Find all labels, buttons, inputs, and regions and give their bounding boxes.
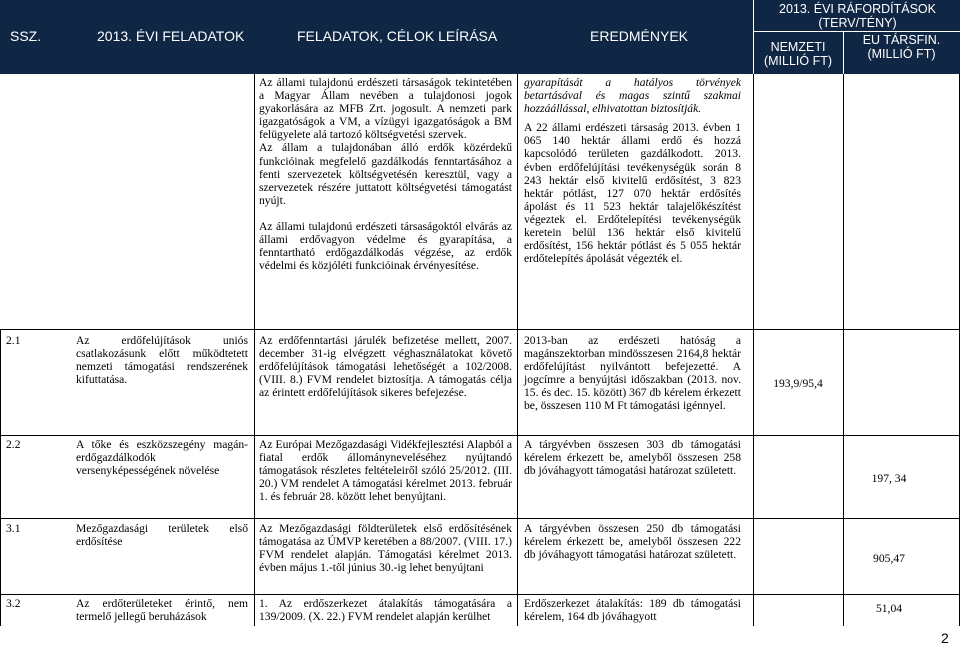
top-description: [259, 76, 512, 272]
row-description: Az Mezőgazdasági földterületek első erdősítésének támogatása az ÚMVP keretében a 88/2007. (VIII. 17.) FVM rendelet alapján. Támogatási kérelmet 2013. évben május 1.-től június 30.-ig lehet benyújtani: [259, 522, 512, 575]
row-number: 3.2: [6, 597, 21, 610]
header-nemzeti: NEMZETI (MILLIÓ FT): [763, 40, 833, 68]
grid-line: [0, 594, 960, 595]
grid-line: [0, 329, 960, 330]
row-eu: 51,04: [875, 602, 903, 615]
top-results: [524, 76, 741, 265]
row-nemzeti: 193,9/95,4: [773, 377, 823, 390]
grid-line: [254, 74, 255, 626]
row-result: 2013-ban az erdészeti hatóság a magánszektorban mindösszesen 2164,8 hektár erdőfelújítást nyilvántott befejezetté. A jogcímre a benyújtási időszakban (2013. nov. 15. és dec. 15. között) 367 db kérelem érkezett be, összesen 110 M Ft támogatási igénnyel.: [524, 334, 741, 413]
row-result: A tárgyévben összesen 303 db támogatási kérelem érkezett be, amelyből összesen 258 db jóváhagyott támogatási határozat született.: [524, 438, 741, 478]
row-task: Az erdőterületeket érintő, nem termelő jellegű beruházások: [76, 597, 248, 624]
row-task: Az erdőfelújítások uniós csatlakozásunk előtt működtetett nemzeti támogatási rendszerének kifuttatása.: [76, 334, 248, 387]
row-description: Az erdőfenntartási járulék befizetése mellett, 2007. december 31-ig elvégzett véghasználatokat követő erdőfelújítások támogatási lehetőségét a 102/2008. (VIII. 8.) FVM rendelet biztosítja. A támogatás célja az érintett erdőfelújítások sikeres befejezése.: [259, 334, 512, 400]
row-result: A tárgyévben összesen 250 db támogatási kérelem érkezett be, amelyből összesen 222 db jóváhagyott támogatási határozat született.: [524, 522, 741, 562]
row-description: Az Európai Mezőgazdasági Vidékfejlesztési Alapból a fiatal erdők állományneveléséhez nyújtandó támogatások részletes feltételeiről szóló 25/2012. (III. 20.) VM rendelet A támogatási kérelmet 2013. február 1. és február 28. között lehet benyújtani.: [259, 438, 512, 504]
grid-line: [517, 74, 518, 626]
header-feladat: 2013. ÉVI FELADATOK: [97, 28, 245, 44]
grid-line: [0, 435, 960, 436]
top-desc-p1: Az állami tulajdonú erdészeti társaságok tekintetében a Magyar Állam nevében a tulajdonosi jogok gyakorlására az MFB Zrt. jogosult. A nemzeti park igazgatóságok a VM, a vízügyi igazgatóságok a BM felügyelete alá tartozó költségvetési szervek.: [259, 76, 512, 142]
row-task: Mezőgazdasági területek első erdősítése: [76, 522, 248, 549]
header-eredmenyek: EREDMÉNYEK: [590, 28, 689, 44]
row-number: 2.2: [6, 438, 21, 451]
row-number: 3.1: [6, 522, 21, 535]
grid-line: [0, 518, 960, 519]
table-header: [0, 0, 960, 74]
row-eu: 197, 34: [871, 472, 907, 485]
top-desc-p2: Az állam a tulajdonában álló erdők közérdekű funkcióinak megfelelő gazdálkodás fenntartásához a fenti szervezetek költségvetésén keresztül, vagy a szervezetek részére juttatott költségvetési támogatást nyújt.: [259, 141, 512, 207]
header-eu: EU TÁRSFIN. (MILLIÓ FT): [862, 33, 941, 61]
header-celok: FELADATOK, CÉLOK LEÍRÁSA: [297, 28, 498, 44]
header-ssz: SSZ.: [10, 28, 42, 44]
row-task: A tőke és eszközszegény magán-erdőgazdálkodók versenyképességének növelése: [76, 438, 248, 478]
page-number: 2: [941, 630, 949, 646]
top-res-p1: gyarapítását a hatályos törvények betartásával és magas szintű szakmai hozzáállással, elhivatottan biztosítják.: [524, 76, 741, 116]
top-res-p2: A 22 állami erdészeti társaság 2013. évben 1 065 140 hektár állami erdő és hozzá kapcsolódó területen gazdálkodott. 2013. évben erdőfelújítási tevékenységük során 8 243 hektár első kivitelű erdősítést, 3 823 hektár pótlást, 127 070 hektár erdősítés ápolást és 11 523 hektár talajelőkészítést végeztek el. Erdőtelepítési tevékenységük keretein belül 136 hektár első kivitelű erdősítést, 156 hektár pótlást és 5 055 hektár erdőtelepítés ápolását végezték el.: [524, 121, 741, 266]
header-raforditas: 2013. ÉVI RÁFORDÍTÁSOK (TERV/TÉNY): [779, 2, 936, 30]
row-number: 2.1: [6, 334, 21, 347]
grid-line: [0, 329, 1, 626]
top-desc-p3: Az állami tulajdonú erdészeti társaságoktól elvárás az állami erdővagyon védelme és gyarapítása, a fenntartható erdőgazdálkodás végzése, az erdők védelmi és közjóléti funkcióinak érvényesítése.: [259, 219, 512, 273]
row-result: Erdőszerkezet átalakítás: 189 db támogatási kérelem, 164 db jóváhagyott: [524, 597, 741, 624]
row-description: 1. Az erdőszerkezet átalakítás támogatására a 139/2009. (X. 22.) FVM rendelet alapján kerülhet: [259, 597, 512, 624]
header-divider: [843, 31, 844, 74]
row-eu: 905,47: [873, 552, 905, 565]
grid-line: [843, 74, 844, 626]
header-divider: [753, 0, 754, 74]
header-divider: [753, 31, 960, 32]
grid-line: [753, 74, 754, 626]
